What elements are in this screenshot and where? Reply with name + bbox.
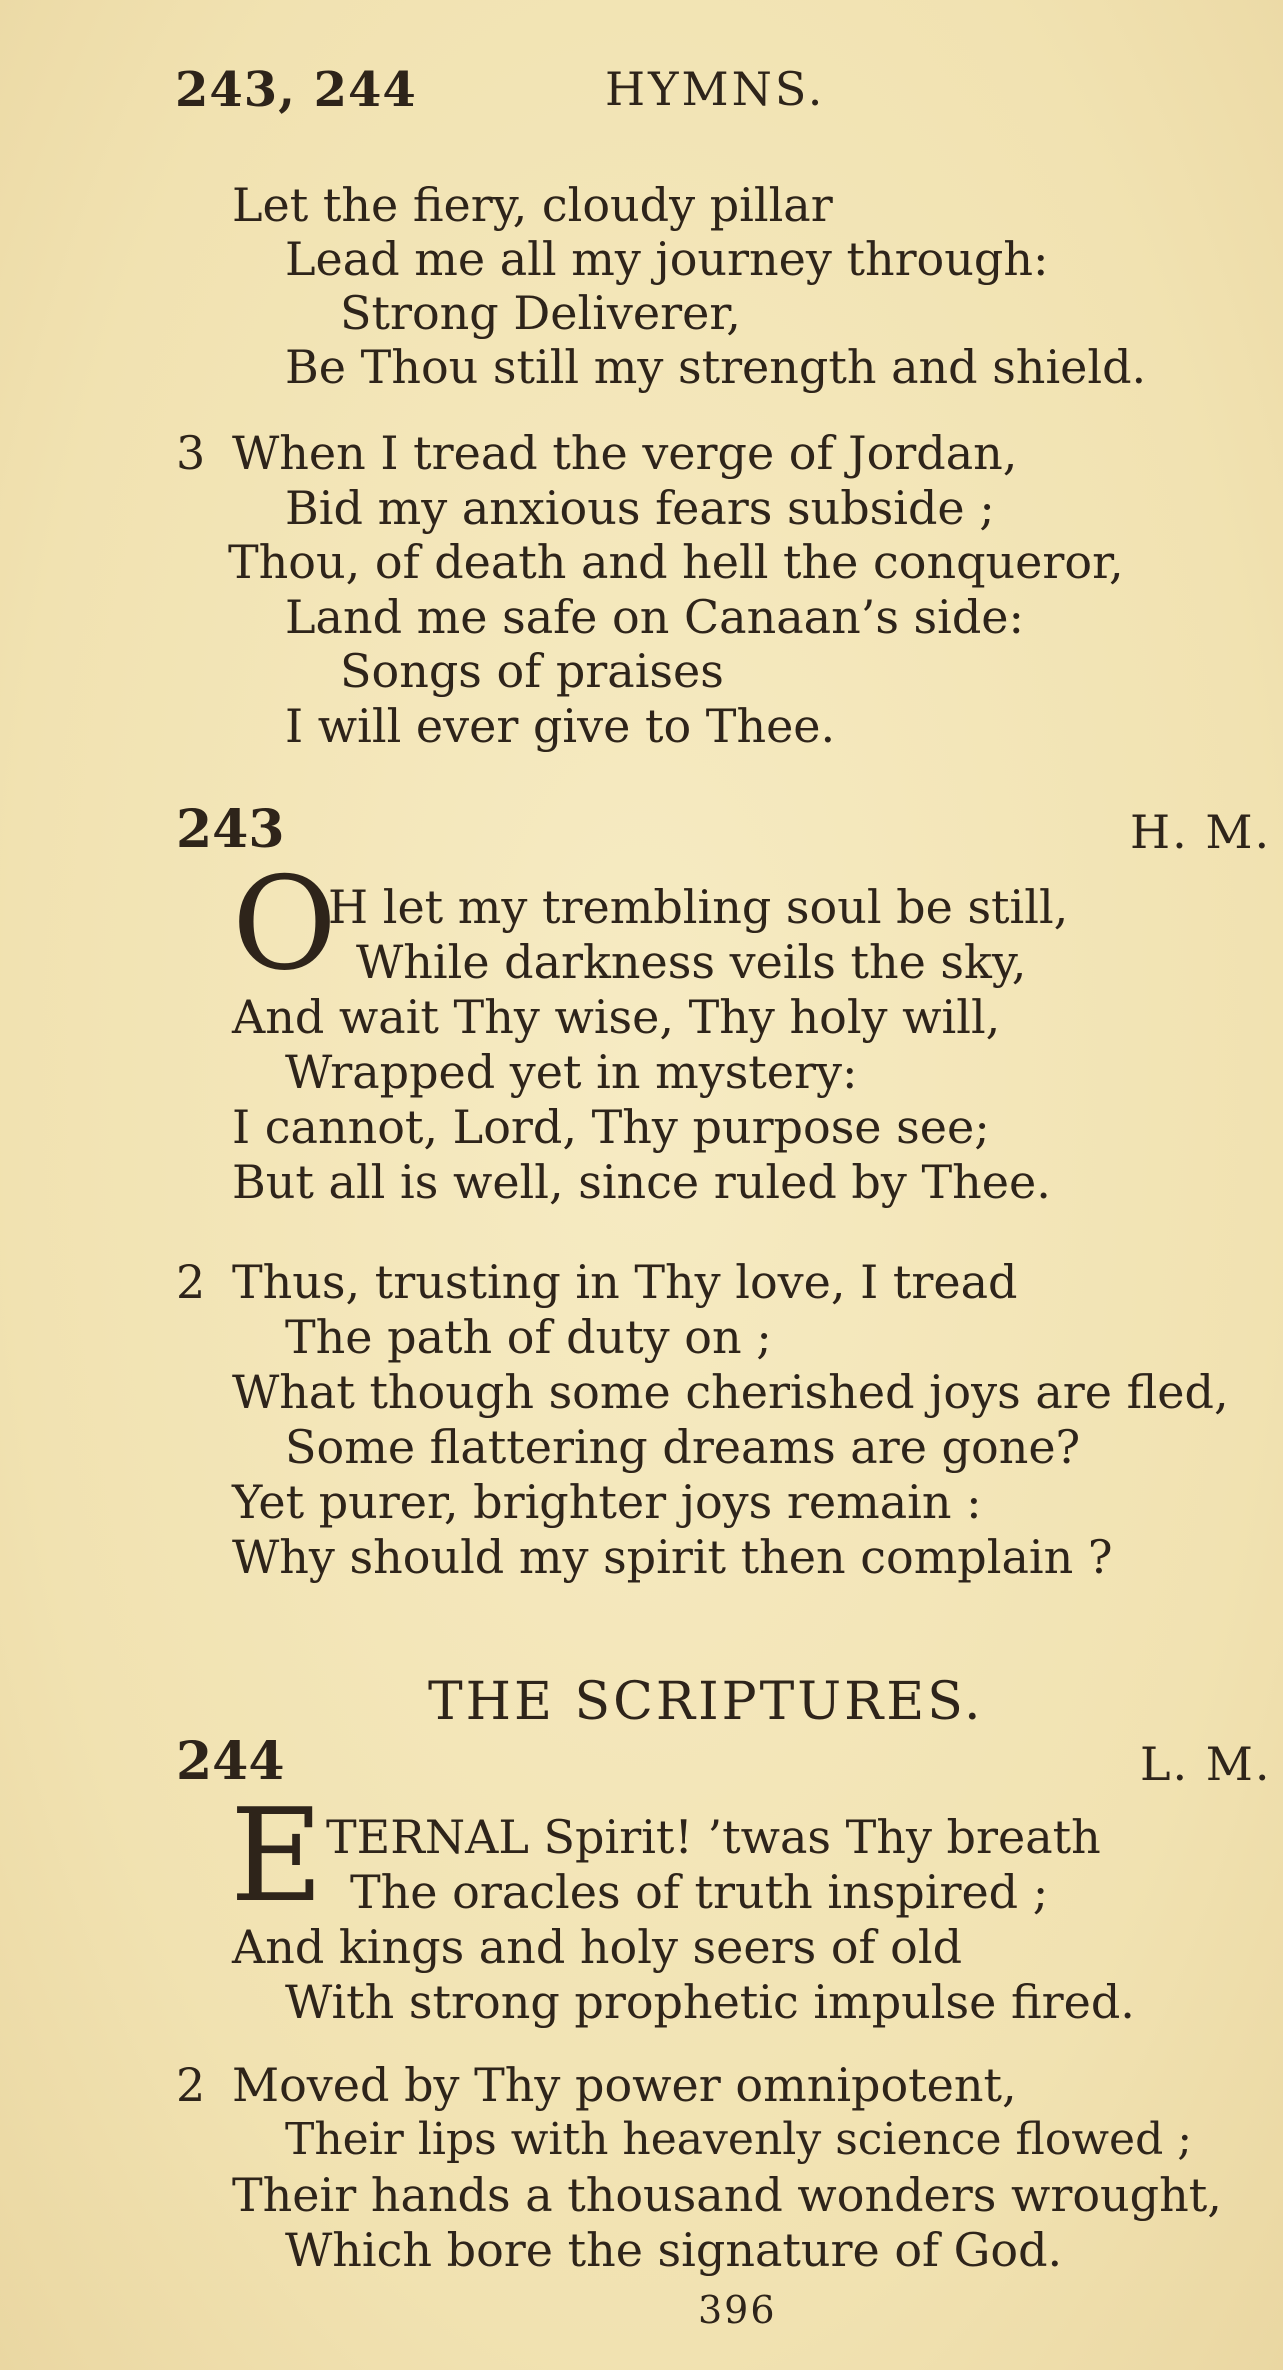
- hymn-meter: H. M.: [1130, 805, 1272, 859]
- verse-line: The oracles of truth inspired ;: [350, 1865, 1049, 1919]
- verse-line: With strong prophetic impulse fired.: [285, 1975, 1135, 2029]
- header-hymn-numbers: 243, 244: [175, 62, 417, 118]
- hymn-meter: L. M.: [1140, 1737, 1272, 1791]
- verse-line: When I tread the verge of Jordan,: [232, 426, 1018, 480]
- header-title: HYMNS.: [605, 62, 826, 116]
- verse-line: And wait Thy wise, Thy holy will,: [232, 990, 1001, 1044]
- hymn-number: 243: [176, 799, 285, 860]
- verse-line: Strong Deliverer,: [340, 286, 741, 340]
- verse-line: What though some cherished joys are fled,: [232, 1365, 1229, 1419]
- hymn-number: 244: [176, 1731, 285, 1792]
- verse-line: H let my trembling soul be still,: [328, 880, 1069, 934]
- verse-line: Moved by Thy power omnipotent,: [232, 2058, 1017, 2112]
- verse-line: Thus, trusting in Thy love, I tread: [232, 1255, 1018, 1309]
- verse-line: Which bore the signature of God.: [285, 2223, 1063, 2277]
- verse-line: Thou, of death and hell the conqueror,: [228, 535, 1124, 589]
- verse-line: Wrapped yet in mystery:: [285, 1045, 858, 1099]
- verse-line: I will ever give to Thee.: [285, 699, 836, 753]
- verse-line: TERNAL Spirit! ’twas Thy breath: [326, 1810, 1101, 1864]
- verse-line: Yet purer, brighter joys remain :: [232, 1475, 982, 1529]
- verse-line: Be Thou still my strength and shield.: [285, 340, 1147, 394]
- stanza-number: 3: [176, 426, 206, 480]
- verse-line: Land me safe on Canaan’s side:: [285, 590, 1025, 644]
- verse-line: Songs of praises: [340, 644, 724, 698]
- verse-line: Their hands a thousand wonders wrought,: [232, 2168, 1222, 2222]
- section-title: THE SCRIPTURES.: [428, 1672, 984, 1732]
- verse-line: While darkness veils the sky,: [356, 935, 1027, 989]
- verse-line: I cannot, Lord, Thy purpose see;: [232, 1100, 990, 1154]
- verse-line: Why should my spirit then complain ?: [232, 1530, 1113, 1584]
- verse-line: And kings and holy seers of old: [232, 1920, 963, 1974]
- verse-line: Some flattering dreams are gone?: [285, 1420, 1081, 1474]
- drop-cap: E: [230, 1782, 324, 1931]
- page-header: [175, 62, 1223, 132]
- stanza-number: 2: [176, 2058, 206, 2112]
- verse-line: The path of duty on ;: [285, 1310, 772, 1364]
- verse-line: Their lips with heavenly science flowed ;: [285, 2114, 1193, 2165]
- verse-line: But all is well, since ruled by Thee.: [232, 1155, 1051, 1209]
- verse-line: Lead me all my journey through:: [285, 232, 1049, 286]
- verse-line: Let the fiery, cloudy pillar: [232, 178, 833, 232]
- page-number: 396: [698, 2288, 777, 2332]
- verse-line: Bid my anxious fears subside ;: [285, 481, 995, 535]
- drop-cap: O: [232, 850, 337, 999]
- stanza-number: 2: [176, 1255, 206, 1309]
